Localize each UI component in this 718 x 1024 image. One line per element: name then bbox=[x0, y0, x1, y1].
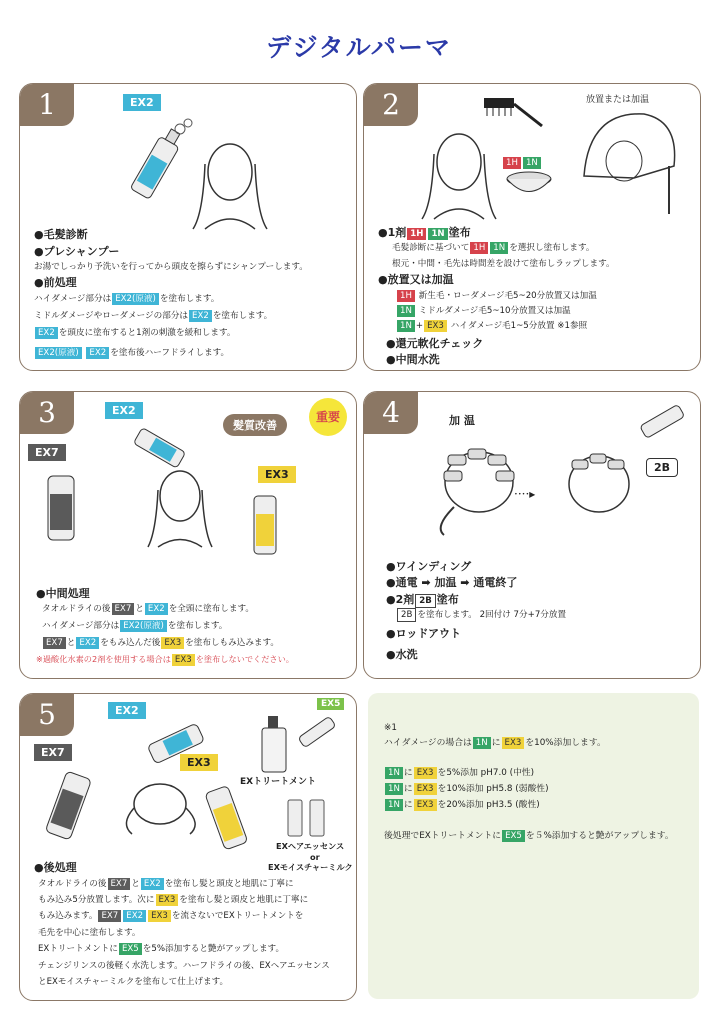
step-number: 1 bbox=[20, 84, 74, 126]
bullet-power: ●通電 ➡ 加温 ➡ 通電終了 bbox=[386, 576, 518, 589]
note-ref: ※1 bbox=[384, 723, 397, 733]
ex7-bottle-icon bbox=[40, 764, 100, 844]
bullet-preshampoo: ●プレシャンプー bbox=[34, 245, 120, 258]
leave-row-1: 1H 新生毛・ローダメージ毛5~20分放置又は加温 bbox=[396, 289, 597, 302]
tag-1h: 1H bbox=[503, 157, 521, 169]
agent-2-line: 2B を塗布します。 2回付け 7分+7分放置 bbox=[396, 608, 566, 622]
post-line-1: タオルドライの後 EX7 と EX2 を塗布し髪と頭皮と地肌に丁寧に bbox=[38, 879, 294, 889]
treatment-label: EXトリートメント bbox=[240, 777, 316, 787]
post-line-3: もみ込みます。 EX7 EX2 EX3 を流さないでEXトリートメントを bbox=[38, 911, 304, 921]
ph-row-1: 1N に EX3 を5%添加 pH7.0 (中性) bbox=[384, 765, 534, 779]
woman-illustration bbox=[414, 124, 504, 224]
ex7-label: EX7 bbox=[34, 744, 72, 761]
woman-illustration bbox=[140, 462, 220, 552]
leave-row-3: 1N + EX3 ハイダメージ毛1~5分放置 ※1参照 bbox=[396, 319, 587, 332]
hair-improvement-badge: 髪質改善 bbox=[223, 414, 287, 436]
heating-label: 放置または加温 bbox=[586, 95, 650, 105]
ex3-label: EX3 bbox=[180, 754, 218, 771]
step-number: 5 bbox=[20, 694, 74, 736]
bullet-rinse: ●中間水洗 bbox=[386, 353, 440, 366]
bowl-icon bbox=[504, 169, 554, 199]
note-line-5: 後処理でEXトリートメントに EX5 を５%添加すると艶がアップします。 bbox=[384, 831, 674, 841]
step-5-panel bbox=[19, 693, 357, 1001]
post-line-4: 毛先を中心に塗布します。 bbox=[38, 928, 141, 938]
essence-or-label: or bbox=[310, 852, 320, 862]
bullet-rod-out: ●ロッドアウト bbox=[386, 627, 462, 640]
step-2-panel bbox=[363, 83, 701, 371]
milk-label: EXモイスチャーミルク bbox=[268, 862, 353, 872]
bullet-agent-1: ●1剤 1H 1N 塗布 bbox=[378, 226, 471, 239]
ex2-label: EX2 bbox=[105, 402, 143, 419]
bullet-check: ●還元軟化チェック bbox=[386, 337, 484, 350]
ph-row-3: 1N に EX3 を20%添加 pH3.5 (酸性) bbox=[384, 797, 540, 811]
page-title: デジタルパーマ bbox=[266, 33, 452, 62]
step-number: 3 bbox=[20, 392, 74, 434]
step-1-panel bbox=[19, 83, 357, 371]
ex5-bottle-icon bbox=[292, 712, 342, 752]
step-4-panel bbox=[363, 391, 701, 679]
bullet-wash: ●水洗 bbox=[386, 648, 418, 661]
essence-label: EXヘアエッセンス bbox=[276, 841, 345, 851]
bullet-winding: ●ワインディング bbox=[386, 560, 472, 573]
rollers-head-illustration bbox=[554, 442, 644, 532]
arrow-icon: ····▸ bbox=[514, 487, 536, 501]
bullet-post-treatment: ●後処理 bbox=[34, 861, 77, 874]
agent-1-line-2: 根元・中間・毛先は時間差を設けて塗布しラップします。 bbox=[392, 259, 615, 269]
ex2-bottle-icon bbox=[135, 719, 215, 769]
mid-line-1: タオルドライの後 EX7 と EX2 を全頭に塗布します。 bbox=[42, 604, 254, 614]
ex2-label: EX2 bbox=[123, 94, 161, 111]
agent-1-line-1: 毛髪診断に基づいて 1H 1N を選択し塗布します。 bbox=[392, 243, 595, 253]
notes-box bbox=[368, 693, 699, 999]
bullet-mid-treatment: ●中間処理 bbox=[36, 587, 90, 600]
step-3-panel bbox=[19, 391, 357, 679]
hood-dryer-illustration bbox=[574, 106, 684, 216]
mid-line-3: EX7 と EX2 をもみ込んだ後 EX3 を塗布しもみ込みます。 bbox=[42, 636, 279, 649]
pretreat-line-4: EX2(原液) EX2 を塗布後ハーフドライします。 bbox=[34, 346, 229, 359]
woman-illustration bbox=[185, 134, 275, 234]
pretreat-line-2: ミドルダメージやローダメージの部分は EX2 を塗布します。 bbox=[34, 311, 273, 321]
bullet-pretreatment: ●前処理 bbox=[34, 276, 77, 289]
bullet-diagnosis: ●毛髪診断 bbox=[34, 228, 88, 241]
ex2-label: EX2 bbox=[108, 702, 146, 719]
ex3-bottle-icon bbox=[242, 488, 292, 558]
pretreat-line-3: EX2 を頭皮に塗布すると1剤の刺激を緩和します。 bbox=[34, 326, 235, 339]
ex7-label: EX7 bbox=[28, 444, 66, 461]
essence-bottles-icon bbox=[282, 790, 332, 840]
bullet-agent-2: ●2剤 2B 塗布 bbox=[386, 593, 459, 606]
leave-row-2: 1N ミドルダメージ毛5~10分放置又は加温 bbox=[396, 304, 571, 317]
post-line-5: EXトリートメントに EX5 を5%添加すると艶がアップします。 bbox=[38, 944, 285, 954]
post-line-2: もみ込み5分放置します。次に EX3 を塗布し髪と頭皮と地肌に丁寧に bbox=[38, 895, 309, 905]
post-line-7: とEXモイスチャーミルクを塗布して仕上げます。 bbox=[38, 977, 229, 987]
warning-line: ※過酸化水素の2剤を使用する場合は EX3 を塗布しないでください。 bbox=[36, 654, 294, 665]
ex7-bottle-icon bbox=[40, 464, 90, 544]
bullet-leave-or-heat: ●放置又は加温 bbox=[378, 273, 454, 286]
rollers-head-illustration bbox=[424, 437, 524, 537]
heat-label: 加 温 bbox=[449, 414, 475, 427]
important-badge: 重要 bbox=[309, 398, 347, 436]
pretreat-line-1: ハイダメージ部分は EX2(原液) を塗布します。 bbox=[34, 294, 220, 304]
step-number: 2 bbox=[364, 84, 418, 126]
treatment-bottle-icon bbox=[252, 714, 292, 774]
ex3-label: EX3 bbox=[258, 466, 296, 483]
preshampoo-text: お湯でしっかり予洗いを行ってから頭皮を擦らずにシャンプーします。 bbox=[34, 262, 308, 272]
bottle-2b-icon bbox=[632, 400, 692, 450]
step-number: 4 bbox=[364, 392, 418, 434]
ph-row-2: 1N に EX3 を10%添加 pH5.8 (弱酸性) bbox=[384, 781, 549, 795]
tag-1n: 1N bbox=[523, 157, 541, 169]
note-line-1: ハイダメージの場合は 1N に EX3 を10%添加します。 bbox=[384, 738, 606, 748]
ex5-label: EX5 bbox=[317, 698, 344, 710]
mid-line-2: ハイダメージ部分は EX2(原液) を塗布します。 bbox=[42, 621, 228, 631]
post-line-6: チェンジリンスの後軽く水洗します。ハーフドライの後、EXヘアエッセンス bbox=[38, 961, 330, 971]
2b-label: 2B bbox=[646, 458, 678, 477]
